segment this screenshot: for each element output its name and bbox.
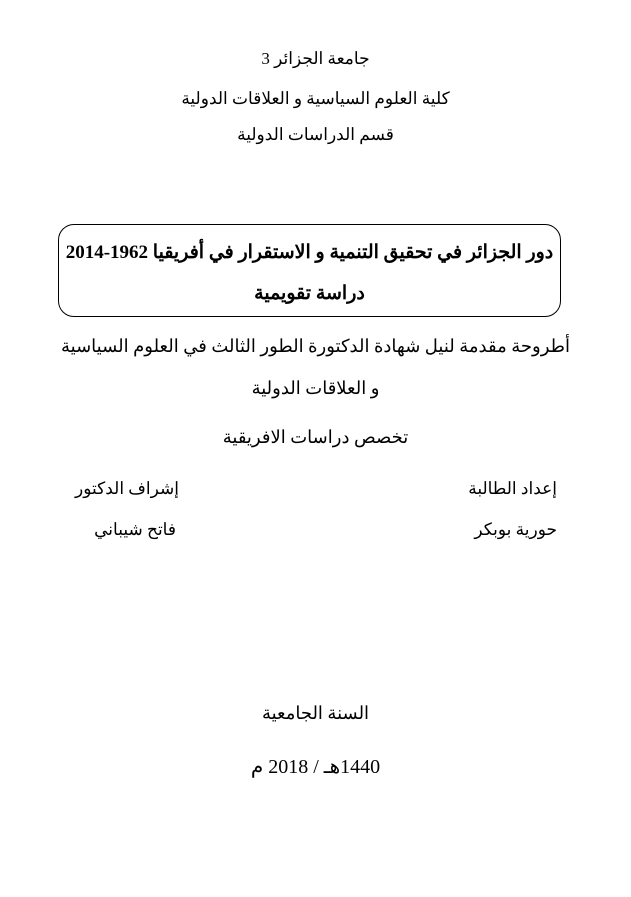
specialty: تخصص دراسات الافريقية xyxy=(222,427,409,447)
department-name: قسم الدراسات الدولية xyxy=(237,125,394,144)
thesis-title-box xyxy=(58,224,561,317)
supervised-by-label: إشراف الدكتور xyxy=(75,479,179,498)
academic-year-label: السنة الجامعية xyxy=(261,703,370,723)
thesis-subtitle: دراسة تقويمية xyxy=(254,283,365,304)
faculty-name: كلية العلوم السياسية و العلاقات الدولية xyxy=(181,89,450,108)
prepared-by-label: إعداد الطالبة xyxy=(468,479,557,498)
academic-year: 1440هـ / 2018 م xyxy=(250,756,381,778)
thesis-title: دور الجزائر في تحقيق التنمية و الاستقرار في أفريقيا 1962-2014 xyxy=(65,242,554,263)
university-name: جامعة الجزائر 3 xyxy=(261,49,370,68)
thesis-description-line1: أطروحة مقدمة لنيل شهادة الدكتورة الطور الثالث في العلوم السياسية xyxy=(61,336,570,356)
thesis-description-line2: و العلاقات الدولية xyxy=(251,378,380,398)
supervisor-name: فاتح شيباني xyxy=(94,520,176,539)
student-name: حورية بوبكر xyxy=(474,520,557,539)
